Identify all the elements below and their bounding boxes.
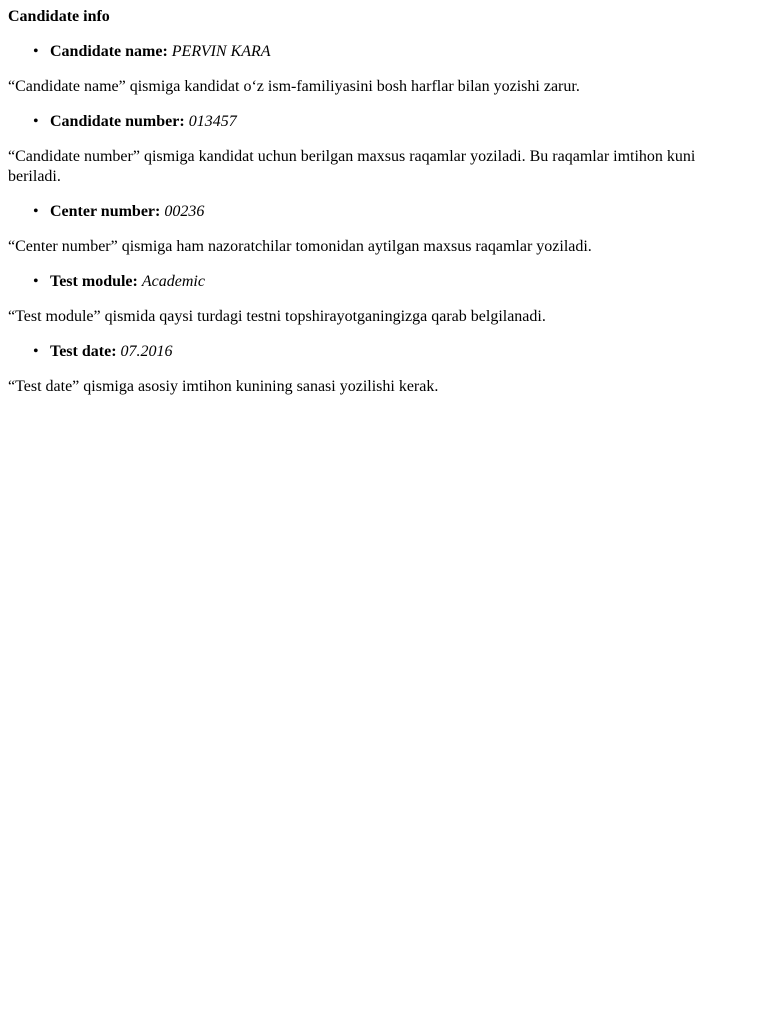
bullet-icon: •: [33, 113, 39, 130]
bullet-icon: •: [33, 43, 39, 60]
field-value: 07.2016: [120, 343, 173, 360]
list-item: [33, 342, 744, 362]
field-value: Academic: [141, 273, 205, 290]
list-item: [33, 202, 744, 222]
section-heading: Candidate info: [8, 8, 110, 25]
field-list-test-module: [8, 272, 744, 292]
field-label: Center number:: [50, 203, 161, 220]
bullet-icon: •: [33, 343, 39, 360]
field-description: “Candidate name” qismiga kandidat o‘z ism-familiyasini bosh harflar bilan yozishi zarur.: [8, 78, 580, 95]
field-list-candidate-number: [8, 112, 744, 132]
document-page: [0, 0, 752, 397]
field-value: PERVIN KARA: [171, 43, 271, 60]
field-list-center-number: [8, 202, 744, 222]
field-description: “Test module” qismida qaysi turdagi testni topshirayotganingizga qarab belgilanadi.: [8, 308, 546, 325]
bullet-icon: •: [33, 203, 39, 220]
field-list-candidate-name: [8, 42, 744, 62]
field-label: Test module:: [50, 273, 138, 290]
field-label: Candidate number:: [50, 113, 185, 130]
list-item: [33, 272, 744, 292]
field-list-test-date: [8, 342, 744, 362]
field-label: Candidate name:: [50, 43, 168, 60]
field-description: “Candidate number” qismiga kandidat uchun berilgan maxsus raqamlar yoziladi. Bu raqamlar imtihon kuni beriladi.: [8, 148, 696, 185]
list-item: [33, 112, 744, 132]
bullet-icon: •: [33, 273, 39, 290]
field-value: 013457: [188, 113, 237, 130]
list-item: [33, 42, 744, 62]
field-label: Test date:: [50, 343, 117, 360]
field-description: “Center number” qismiga ham nazoratchilar tomonidan aytilgan maxsus raqamlar yoziladi.: [8, 238, 592, 255]
field-value: 00236: [164, 203, 205, 220]
field-description: “Test date” qismiga asosiy imtihon kunining sanasi yozilishi kerak.: [8, 378, 439, 395]
